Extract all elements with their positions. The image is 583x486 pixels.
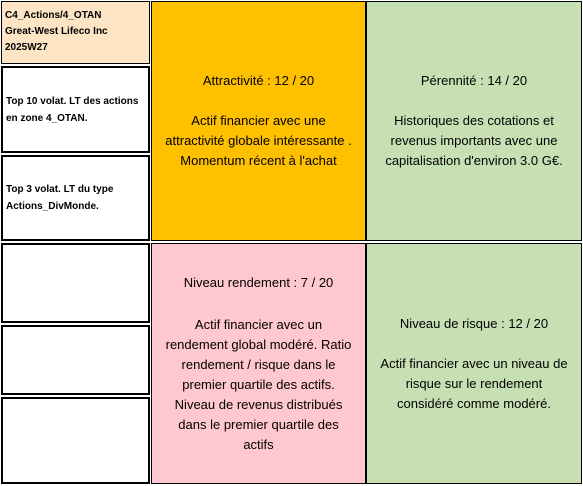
note-cell-type (1, 155, 150, 241)
attractivite-title: Attractivité : 12 / 20 (202, 73, 315, 88)
rendement-panel (151, 243, 366, 484)
header-cell (1, 1, 150, 64)
header-week: 2025W27 (5, 42, 48, 53)
note-type-text: Top 3 volat. LT du type Actions_DivMonde. (6, 184, 114, 212)
header-company: Great-West Lifeco Inc (5, 26, 108, 37)
note-cell-zone (1, 66, 150, 153)
perennite-panel (366, 1, 582, 241)
rendement-title: Niveau rendement : 7 / 20 (183, 274, 334, 290)
empty-cell (1, 325, 150, 395)
perennite-text: Historiques des cotations et revenus importants avec une capitalisation d'environ 3.0 G€. (385, 113, 563, 168)
perennite-title: Pérennité : 14 / 20 (420, 73, 528, 88)
empty-cell (1, 243, 150, 323)
empty-cell (1, 397, 150, 484)
header-category: C4_Actions/4_OTAN (5, 10, 102, 21)
risque-panel (366, 243, 582, 484)
attractivite-text: Actif financier avec une attractivité globale intéressante . Momentum récent à l'achat (165, 113, 352, 168)
rendement-text: Actif financier avec un rendement global modéré. Ratio rendement / risque dans le premier quartile des actifs. Niveau de revenus distribués dans le premier quartile des actifs (165, 316, 352, 452)
note-zone-text: Top 10 volat. LT des actions en zone 4_OTAN. (6, 95, 139, 124)
risque-text: Actif financier avec un niveau de risque sur le rendement considéré comme modéré. (380, 355, 568, 411)
risque-title: Niveau de risque : 12 / 20 (399, 315, 549, 331)
attractivite-panel (151, 1, 366, 241)
